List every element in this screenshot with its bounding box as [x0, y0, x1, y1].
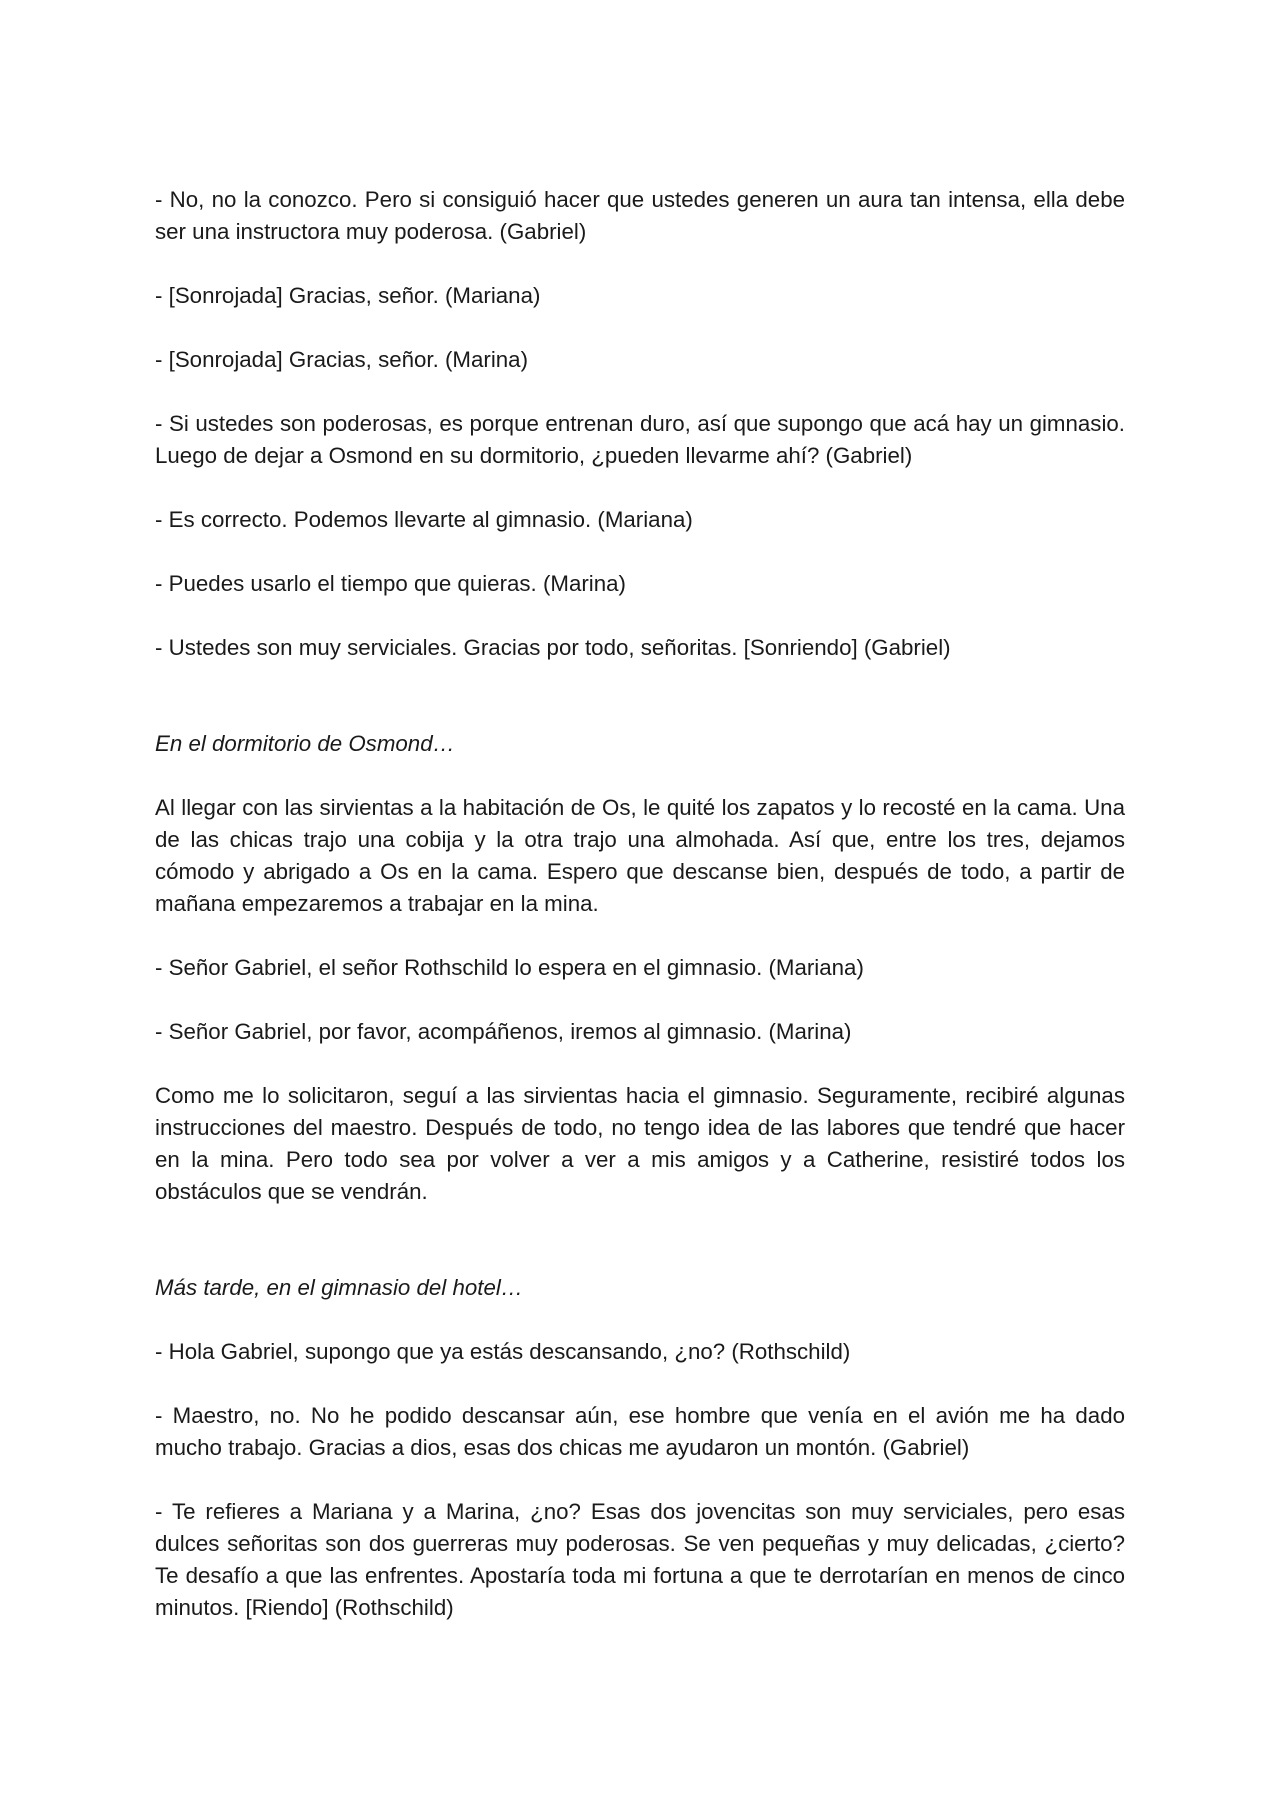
dialogue-paragraph: - No, no la conozco. Pero si consiguió hacer que ustedes generen un aura tan intensa, ella debe ser una instructora muy poderosa. (Gabriel) — [155, 187, 1125, 244]
dialogue-paragraph: - Hola Gabriel, supongo que ya estás descansando, ¿no? (Rothschild) — [155, 1339, 851, 1364]
dialogue-paragraph: - Si ustedes son poderosas, es porque entrenan duro, así que supongo que acá hay un gimnasio. Luego de dejar a Osmond en su dormitorio, ¿pueden llevarme ahí? (Gabriel) — [155, 411, 1125, 468]
dialogue-paragraph: - [Sonrojada] Gracias, señor. (Mariana) — [155, 283, 541, 308]
dialogue-paragraph: - Ustedes son muy serviciales. Gracias por todo, señoritas. [Sonriendo] (Gabriel) — [155, 635, 951, 660]
dialogue-paragraph: - Señor Gabriel, el señor Rothschild lo espera en el gimnasio. (Mariana) — [155, 955, 864, 980]
narration-paragraph: Como me lo solicitaron, seguí a las sirvientas hacia el gimnasio. Seguramente, recibiré algunas instrucciones del maestro. Después de todo, no tengo idea de las labores que tendré que hacer en la mina. Pero todo sea por volver a ver a mis amigos y a Catherine, resistiré todos los obstáculos que se vendrán. — [155, 1083, 1125, 1204]
scene-heading: En el dormitorio de Osmond… — [155, 731, 455, 756]
dialogue-paragraph: - Señor Gabriel, por favor, acompáñenos, iremos al gimnasio. (Marina) — [155, 1019, 852, 1044]
narration-paragraph: Al llegar con las sirvientas a la habitación de Os, le quité los zapatos y lo recosté en la cama. Una de las chicas trajo una cobija y la otra trajo una almohada. Así que, entre los tres, dejamos cómodo y abrigado a Os en la cama. Espero que descanse bien, después de todo, a partir de mañana empezaremos a trabajar en la mina. — [155, 795, 1125, 916]
dialogue-paragraph: - Maestro, no. No he podido descansar aún, ese hombre que venía en el avión me ha dado mucho trabajo. Gracias a dios, esas dos chicas me ayudaron un montón. (Gabriel) — [155, 1403, 1125, 1460]
dialogue-paragraph: - [Sonrojada] Gracias, señor. (Marina) — [155, 347, 529, 372]
dialogue-paragraph: - Es correcto. Podemos llevarte al gimnasio. (Mariana) — [155, 507, 693, 532]
dialogue-paragraph: - Te refieres a Mariana y a Marina, ¿no? Esas dos jovencitas son muy serviciales, pero esas dulces señoritas son dos guerreras muy poderosas. Se ven pequeñas y muy delicadas, ¿cierto? Te desafío a que las enfrentes. Apostaría toda mi fortuna a que te derrotarían en menos de cinco minutos. [Riendo] (Rothschild) — [155, 1499, 1125, 1620]
document-body — [155, 184, 1125, 1656]
dialogue-paragraph: - Puedes usarlo el tiempo que quieras. (Marina) — [155, 571, 626, 596]
scene-heading: Más tarde, en el gimnasio del hotel… — [155, 1275, 524, 1300]
